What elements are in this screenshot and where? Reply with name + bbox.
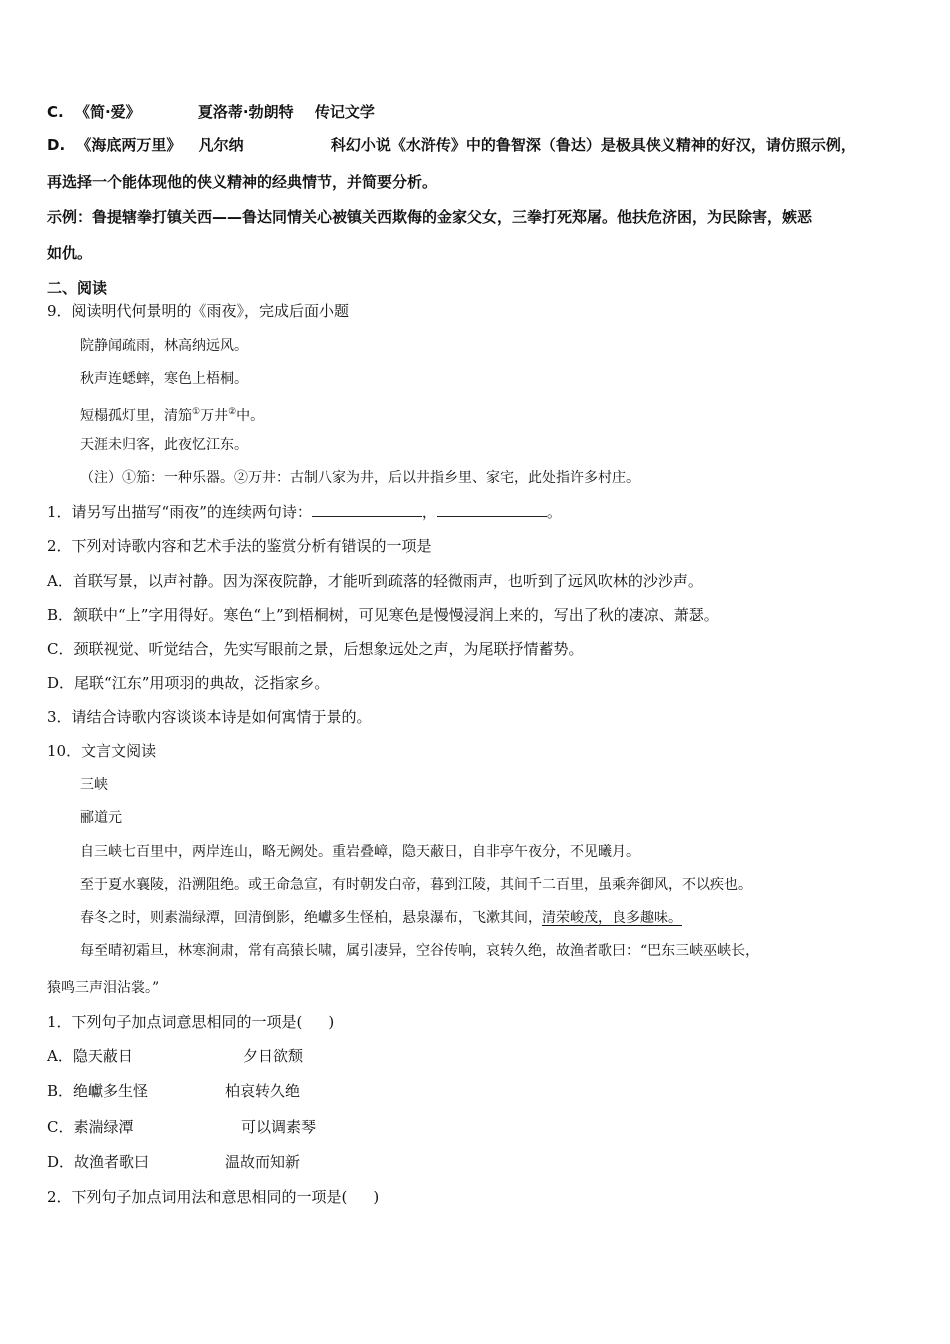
q9-option-d: D．尾联“江东”用项羽的典故，泛指家乡。 xyxy=(47,674,330,692)
poem-line-3-part3: 中。 xyxy=(236,408,265,424)
q8-text-line1: 《水浒传》中的鲁智深（鲁达）是极具侠义精神的好汉，请仿照示例， xyxy=(390,136,856,154)
option-right-phrase: 温故而知新 xyxy=(225,1153,301,1171)
option-label: B． xyxy=(47,1082,74,1100)
option-d-genre: 科幻小说 xyxy=(330,136,391,154)
answer-blank-1[interactable] xyxy=(312,502,422,517)
option-c-book: 《简·爱》 xyxy=(74,103,141,121)
q10-sub1-option-c xyxy=(47,1117,317,1137)
underlined-sentence: 清荣峻茂，良多趣味。 xyxy=(542,910,682,926)
option-c-genre: 传记文学 xyxy=(314,103,375,121)
q10-title: 10．文言文阅读 xyxy=(47,742,157,760)
option-d-book: 《海底两万里》 xyxy=(76,136,182,154)
option-label: A． xyxy=(47,1047,73,1065)
option-c-row xyxy=(47,102,375,122)
option-right-phrase: 夕日欲颓 xyxy=(243,1047,304,1065)
option-label: D． xyxy=(47,1153,75,1171)
q9-option-b: B．颔联中“上”字用得好。寒色“上”到梧桐树，可见寒色是慢慢浸润上来的，写出了秋的凄凉、萧瑟。 xyxy=(47,606,719,624)
q9-option-c: C．颈联视觉、听觉结合，先实写眼前之景，后想象远处之声，为尾联抒情蓄势。 xyxy=(47,640,584,658)
poem-line-3-part1: 短榻孤灯里，清笳 xyxy=(80,408,192,424)
option-label: C． xyxy=(47,1118,74,1136)
passage-author: 郦道元 xyxy=(80,810,122,826)
q10-sub1 xyxy=(47,1012,334,1032)
q10-sub1-option-d xyxy=(47,1152,301,1172)
footnote-marker-1: ① xyxy=(192,407,201,417)
q8-text-line2: 再选择一个能体现他的侠义精神的经典情节，并简要分析。 xyxy=(47,173,438,191)
poem-note: （注）①笳：一种乐器。②万井：古制八家为井，后以井指乡里、家宅，此处指许多村庄。 xyxy=(80,470,640,486)
option-d-label: D. xyxy=(47,136,66,154)
passage-paragraph-4: 每至晴初霜旦，林寒涧肃，常有高猿长啸，属引凄异，空谷传响，哀转久绝，故渔者歌曰：“巴东三峡巫峡长， xyxy=(80,943,760,959)
q10-sub1-prompt: 1．下列句子加点词意思相同的一项是( xyxy=(47,1013,303,1031)
passage-title: 三峡 xyxy=(80,777,108,793)
option-left-phrase: 绝巘多生怪 xyxy=(73,1082,149,1100)
poem-line-4: 天涯未归客，此夜忆江东。 xyxy=(80,437,248,453)
option-d-author: 凡尔纳 xyxy=(198,136,244,154)
q9-sub2: 2．下列对诗歌内容和艺术手法的鉴赏分析有错误的一项是 xyxy=(47,537,432,555)
example-line1: 示例：鲁提辖拳打镇关西——鲁达同情关心被镇关西欺侮的金家父女，三拳打死郑屠。他扶危济困，为民除害，嫉恶 xyxy=(47,208,813,226)
footnote-marker-2: ② xyxy=(228,407,237,417)
poem-line-3 xyxy=(80,402,264,426)
q9-title: 9．阅读明代何景明的《雨夜》，完成后面小题 xyxy=(47,302,350,320)
poem-line-2: 秋声连蟋蟀，寒色上梧桐。 xyxy=(80,371,248,387)
q10-sub2 xyxy=(47,1187,379,1207)
poem-line-1: 院静闻疏雨，林高纳远风。 xyxy=(80,338,248,354)
q9-option-a: A．首联写景，以声衬静。因为深夜院静，才能听到疏落的轻微雨声，也听到了远风吹林的沙沙声。 xyxy=(47,572,703,590)
q10-sub2-close: ) xyxy=(373,1188,380,1206)
passage-paragraph-4-cont: 猿鸣三声泪沾裳。” xyxy=(47,980,160,996)
option-d-row xyxy=(47,135,856,155)
passage-paragraph-3 xyxy=(80,908,682,928)
q9-sub1-separator: ， xyxy=(421,503,437,521)
option-c-label: C. xyxy=(47,103,64,121)
q10-sub1-option-b xyxy=(47,1081,301,1101)
answer-blank-2[interactable] xyxy=(437,502,547,517)
q10-sub2-prompt: 2．下列句子加点词用法和意思相同的一项是( xyxy=(47,1188,348,1206)
section-heading-reading: 二、阅读 xyxy=(47,279,108,297)
q10-sub1-option-a xyxy=(47,1046,304,1066)
option-right-phrase: 柏哀转久绝 xyxy=(225,1082,301,1100)
passage-paragraph-1: 自三峡七百里中，两岸连山，略无阙处。重岩叠嶂，隐天蔽日，自非亭午夜分，不见曦月。 xyxy=(80,844,640,860)
example-line2: 如仇。 xyxy=(47,244,93,262)
q9-sub1-prompt: 1．请另写出描写“雨夜”的连续两句诗： xyxy=(47,503,312,521)
option-left-phrase: 隐天蔽日 xyxy=(72,1047,133,1065)
option-c-author: 夏洛蒂·勃朗特 xyxy=(197,103,294,121)
option-right-phrase: 可以调素琴 xyxy=(241,1118,317,1136)
passage-paragraph-3-text: 春冬之时，则素湍绿潭，回清倒影，绝巘多生怪柏，悬泉瀑布，飞漱其间， xyxy=(80,910,542,926)
q9-sub3: 3．请结合诗歌内容谈谈本诗是如何寓情于景的。 xyxy=(47,708,372,726)
option-left-phrase: 素湍绿潭 xyxy=(73,1118,134,1136)
passage-paragraph-2: 至于夏水襄陵，沿溯阻绝。或王命急宣，有时朝发白帝，暮到江陵，其间千二百里，虽乘奔御风，不以疾也。 xyxy=(80,877,752,893)
q9-sub1 xyxy=(47,502,562,522)
q9-sub1-end: 。 xyxy=(546,503,562,521)
q10-sub1-close: ) xyxy=(328,1013,335,1031)
poem-line-3-part2: 万井 xyxy=(200,408,229,424)
option-left-phrase: 故渔者歌曰 xyxy=(74,1153,150,1171)
